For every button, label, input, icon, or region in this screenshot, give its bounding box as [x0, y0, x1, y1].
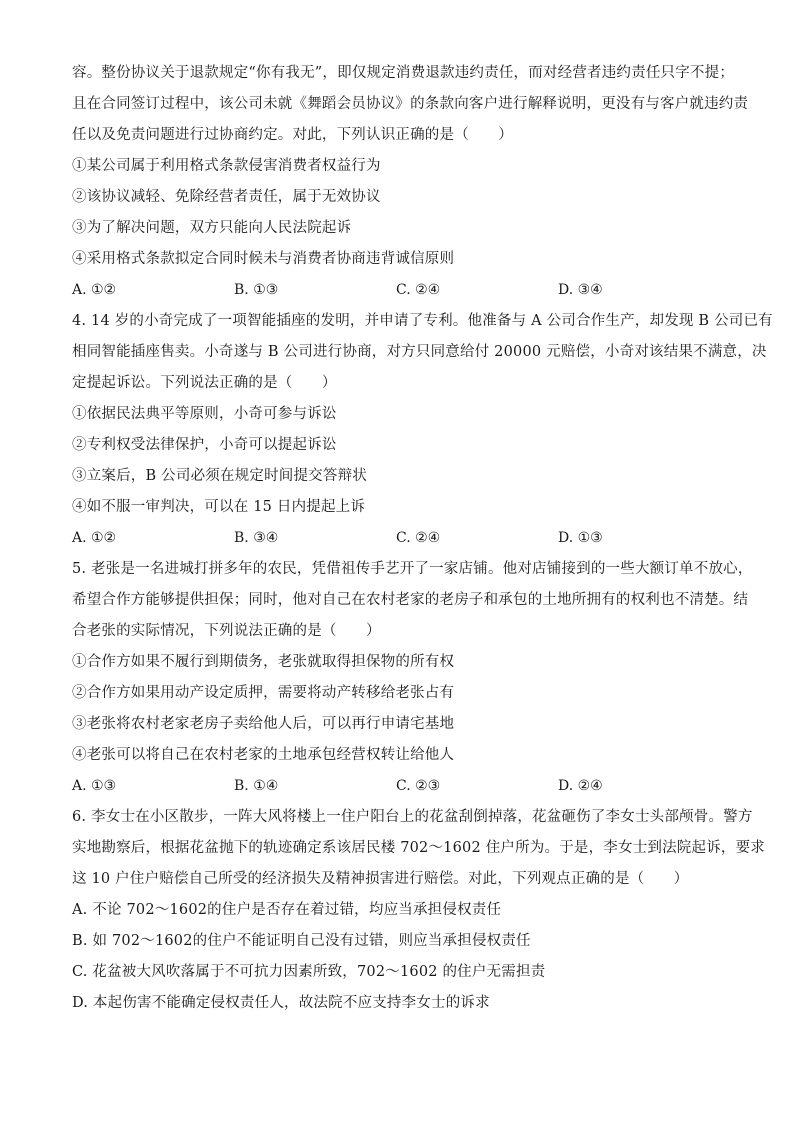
question-stem-line: 这 10 户住户赔偿自己所受的经济损失及精神损害进行赔偿。对此，下列观点正确的是（ ）	[72, 871, 689, 887]
question-5	[72, 554, 753, 802]
statement-2: ②专利权受法律保护，小奇可以提起诉讼	[72, 437, 337, 453]
question-stem-line: 且在合同签订过程中，该公司未就《舞蹈会员协议》的条款向客户进行解释说明，更没有与客户就违约责	[72, 96, 749, 112]
choice-c: C. ②④	[396, 530, 441, 546]
statement-1: ①合作方如果不履行到期债务，老张就取得担保物的所有权	[72, 654, 455, 670]
question-4	[72, 306, 773, 554]
exam-page	[72, 58, 773, 1019]
question-stem-line: 5. 老张是一名进城打拼多年的农民，凭借祖传手艺开了一家店铺。他对店铺接到的一些大额订单不放心，	[72, 561, 753, 577]
statement-4: ④采用格式条款拟定合同时候未与消费者协商违背诚信原则	[72, 251, 455, 267]
statement-4: ④老张可以将自己在农村老家的土地承包经营权转让给他人	[72, 747, 455, 763]
question-6	[72, 802, 765, 1019]
choice-b: B. ③④	[234, 530, 279, 546]
choice-d: D. ③④	[558, 282, 603, 298]
question-3	[72, 58, 749, 306]
question-stem-line: 合老张的实际情况，下列说法正确的是（ ）	[72, 623, 381, 639]
statement-2: ②该协议减轻、免除经营者责任，属于无效协议	[72, 189, 381, 205]
question-stem-line: 任以及免责问题进行过协商约定。对此，下列认识正确的是（ ）	[72, 127, 513, 143]
question-stem-line: 容。整份协议关于退款规定“你有我无”，即仅规定消费退款违约责任，而对经营者违约责任只字不提；	[72, 65, 735, 81]
choice-b: B. ①④	[234, 778, 279, 794]
statement-3: ③老张将农村老家老房子卖给他人后，可以再行申请宅基地	[72, 716, 455, 732]
option-a: A. 不论 702～1602的住户是否存在着过错，均应当承担侵权责任	[72, 902, 502, 918]
question-stem-line: 希望合作方能够提供担保；同时，他对自己在农村老家的老房子和承包的土地所拥有的权利也不清楚。结	[72, 592, 749, 608]
statement-2: ②合作方如果用动产设定质押，需要将动产转移给老张占有	[72, 685, 455, 701]
statement-3: ③立案后，B 公司必须在规定时间提交答辩状	[72, 468, 367, 484]
choice-a: A. ①②	[72, 530, 117, 546]
answer-choices	[72, 275, 732, 306]
option-d: D. 本起伤害不能确定侵权责任人，故法院不应支持李女士的诉求	[72, 995, 490, 1011]
question-stem-line: 实地勘察后，根据花盆抛下的轨迹确定系该居民楼 702～1602 住户所为。于是，李女士到法院起诉，要求	[72, 840, 765, 856]
statement-4: ④如不服一审判决，可以在 15 日内提起上诉	[72, 499, 366, 515]
question-stem-line: 4. 14 岁的小奇完成了一项智能插座的发明，并申请了专利。他准备与 A 公司合作生产，却发现 B 公司已有	[72, 313, 773, 329]
choice-d: D. ②④	[558, 778, 603, 794]
answer-choices	[72, 771, 732, 802]
choice-c: C. ②③	[396, 778, 441, 794]
statement-1: ①某公司属于利用格式条款侵害消费者权益行为	[72, 158, 381, 174]
choice-c: C. ②④	[396, 282, 441, 298]
choice-a: A. ①②	[72, 282, 117, 298]
question-stem-line: 定提起诉讼。下列说法正确的是（ ）	[72, 375, 337, 391]
option-b: B. 如 702～1602的住户不能证明自己没有过错，则应当承担侵权责任	[72, 933, 531, 949]
question-stem-line: 相同智能插座售卖。小奇遂与 B 公司进行协商，对方只同意给付 20000 元赔偿，小奇对该结果不满意，决	[72, 344, 767, 360]
option-c: C. 花盆被大风吹落属于不可抗力因素所致，702～1602 的住户无需担责	[72, 964, 546, 980]
answer-choices	[72, 523, 732, 554]
question-stem-line: 6. 李女士在小区散步，一阵大风将楼上一住户阳台上的花盆刮倒掉落，花盆砸伤了李女士头部颅骨。警方	[72, 809, 753, 825]
statement-1: ①依据民法典平等原则，小奇可参与诉讼	[72, 406, 337, 422]
choice-a: A. ①③	[72, 778, 117, 794]
choice-b: B. ①③	[234, 282, 279, 298]
statement-3: ③为了解决问题，双方只能向人民法院起诉	[72, 220, 352, 236]
choice-d: D. ①③	[558, 530, 603, 546]
